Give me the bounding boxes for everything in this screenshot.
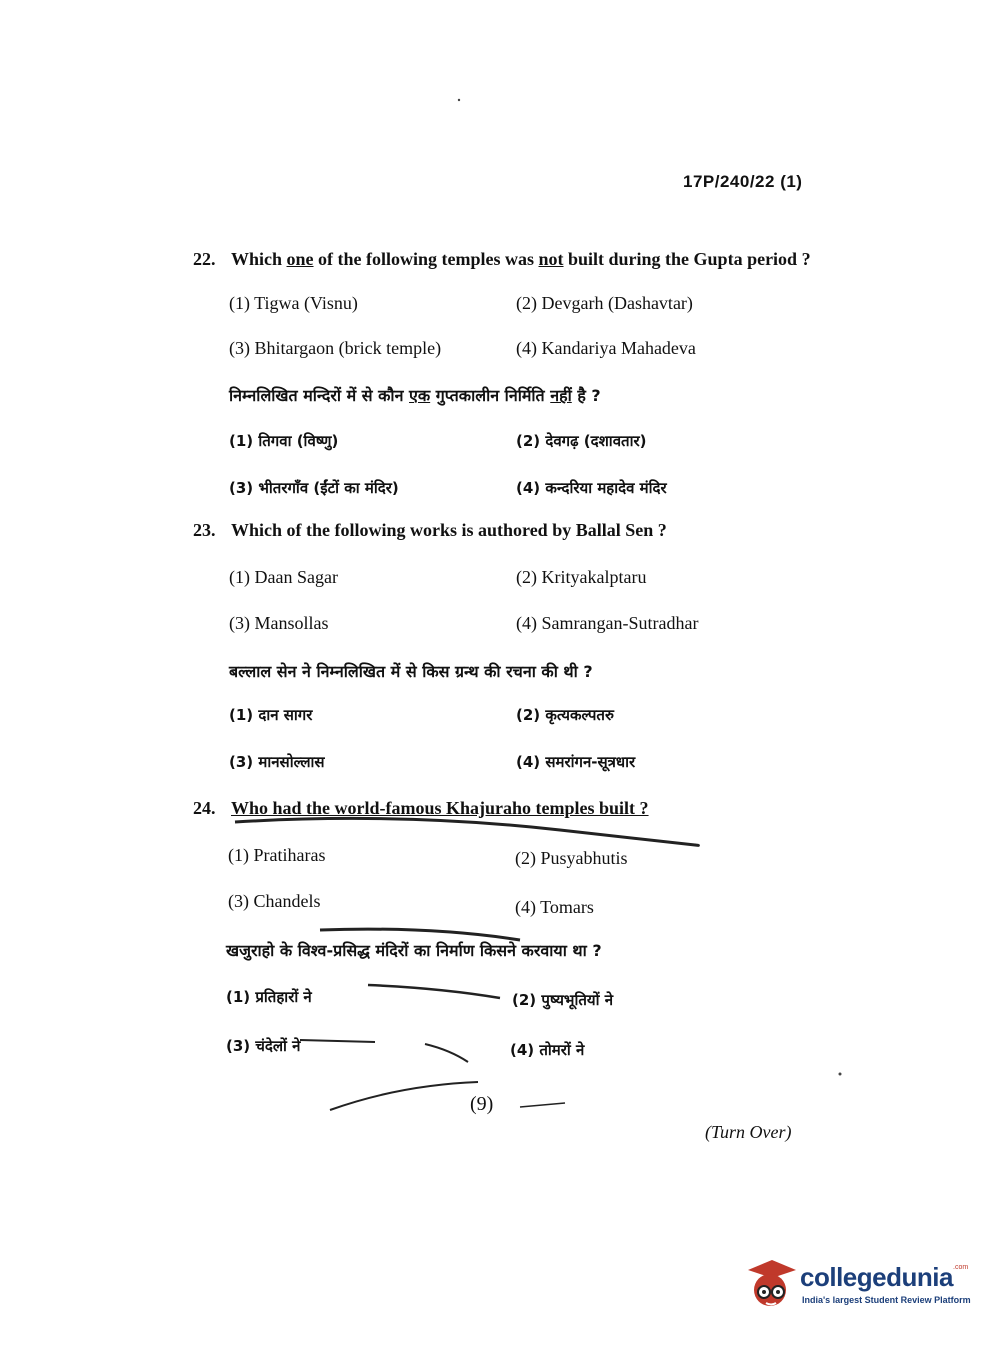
turn-over-note: (Turn Over) [705, 1122, 792, 1142]
option-23-1: (1) Daan Sagar [229, 567, 338, 587]
option-23-2: (2) Krityakalptaru [516, 567, 647, 587]
graduate-mascot-icon [742, 1256, 798, 1312]
option-24-1: (1) Pratiharas [228, 845, 326, 865]
question-number: 23. [193, 520, 216, 540]
option-22-2: (2) Devgarh (Dashavtar) [516, 293, 693, 313]
hindi-option-23-2: (2) कृत्यकल्पतरु [516, 706, 614, 724]
option-23-4: (4) Samrangan-Sutradhar [516, 613, 699, 633]
question-text: Who had the world-famous Khajuraho temples built ? [231, 798, 649, 818]
hindi-option-23-1: (1) दान सागर [229, 706, 313, 724]
option-22-4: (4) Kandariya Mahadeva [516, 338, 696, 358]
question-text: Which of the following works is authored by Ballal Sen ? [231, 520, 667, 540]
brand-tagline: India's largest Student Review Platform [802, 1295, 971, 1305]
collegedunia-watermark [742, 1256, 982, 1316]
option-22-1: (1) Tigwa (Visnu) [229, 293, 358, 313]
hindi-option-22-3: (3) भीतरगाँव (ईंटों का मंदिर) [229, 479, 399, 497]
option-24-4: (4) Tomars [515, 897, 594, 917]
question-24-hindi: खजुराहो के विश्व-प्रसिद्ध मंदिरों का निर्माण किसने करवाया था ? [226, 941, 602, 960]
hindi-option-22-4: (4) कन्दरिया महादेव मंदिर [516, 479, 667, 497]
question-22-hindi: निम्नलिखित मन्दिरों में से कौन एक गुप्तकालीन निर्मिति नहीं है ? [229, 386, 601, 405]
hindi-option-23-3: (3) मानसोल्लास [229, 753, 325, 771]
option-22-3: (3) Bhitargaon (brick temple) [229, 338, 442, 358]
question-number: 24. [193, 798, 216, 818]
option-23-3: (3) Mansollas [229, 613, 329, 633]
hindi-option-22-1: (1) तिगवा (विष्णु) [229, 432, 339, 450]
hindi-option-24-3: (3) चंदेलों ने [226, 1037, 301, 1055]
option-24-2: (2) Pusyabhutis [515, 848, 628, 868]
hindi-option-23-4: (4) समरांगन-सूत्रधार [516, 753, 636, 771]
page-number: (9) [470, 1093, 494, 1115]
brand-name: collegedunia [800, 1262, 953, 1292]
question-23-hindi: बल्लाल सेन ने निम्नलिखित में से किस ग्रन्थ की रचना की थी ? [229, 662, 593, 681]
brand-tld: .com [953, 1264, 969, 1271]
option-24-3: (3) Chandels [228, 891, 321, 911]
paper-code: 17P/240/22 (1) [683, 172, 803, 191]
hindi-option-24-1: (1) प्रतिहारों ने [226, 988, 312, 1006]
hindi-option-24-4: (4) तोमरों ने [510, 1041, 585, 1059]
question-text: Which one of the following temples was not built during the Gupta period ? [231, 249, 811, 269]
question-number: 22. [193, 249, 216, 269]
hindi-option-22-2: (2) देवगढ़ (दशावतार) [516, 432, 647, 450]
hindi-option-24-2: (2) पुष्यभूतियों ने [512, 991, 614, 1009]
